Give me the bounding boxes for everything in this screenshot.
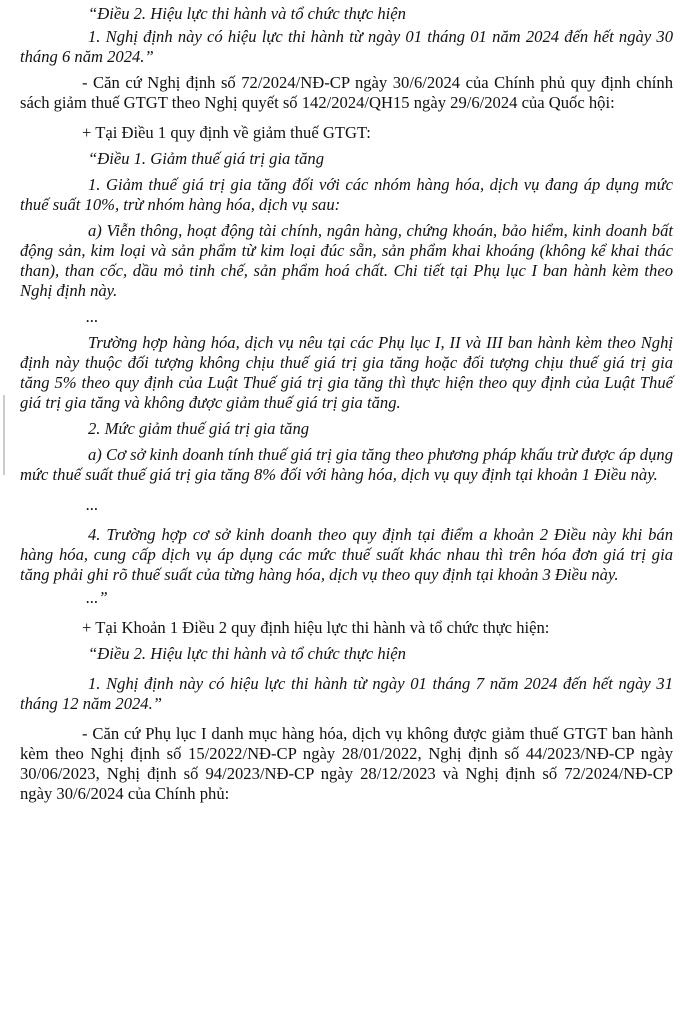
article-2-intro: + Tại Khoản 1 Điều 2 quy định hiệu lực thi hành và tổ chức thực hiện: <box>82 618 550 637</box>
article-1-clause-1a: a) Viễn thông, hoạt động tài chính, ngân hàng, chứng khoán, bảo hiểm, kinh doanh bất động sản, kim loại và sản phẩm từ kim loại đúc sẵn, sản phẩm khai khoáng (không kể khai thác than), than cốc, dầu mỏ tinh chế, sản phẩm hoá chất. Chi tiết tại Phụ lục I ban hành kèm theo Nghị định này. <box>20 221 673 300</box>
article-1-clause-2a: a) Cơ sở kinh doanh tính thuế giá trị gia tăng theo phương pháp khấu trừ được áp dụng mức thuế suất thuế giá trị gia tăng 8% đối với hàng hóa, dịch vụ quy định tại khoản 1 Điều này. <box>20 445 673 484</box>
article-1-intro: + Tại Điều 1 quy định về giảm thuế GTGT: <box>82 123 371 142</box>
article-2-heading: “Điều 2. Hiệu lực thi hành và tổ chức thực hiện <box>88 4 406 23</box>
basis-appendix-1: - Căn cứ Phụ lục I danh mục hàng hóa, dịch vụ không được giảm thuế GTGT ban hành kèm theo Nghị định số 15/2022/NĐ-CP ngày 28/01/2022, Nghị định số 44/2023/NĐ-CP ngày 30/06/2023, Nghị định số 94/2023/NĐ-CP ngày 28/12/2023 và Nghị định số 72/2024/NĐ-CP ngày 30/6/2024 của Chính phủ: <box>20 724 673 803</box>
ellipsis-2: ... <box>86 495 99 514</box>
article-1-clause-1: 1. Giảm thuế giá trị gia tăng đối với các nhóm hàng hóa, dịch vụ đang áp dụng mức thuế suất 10%, trừ nhóm hàng hóa, dịch vụ sau: <box>20 175 673 214</box>
exception-paragraph: Trường hợp hàng hóa, dịch vụ nêu tại các Phụ lục I, II và III ban hành kèm theo Nghị định này thuộc đối tượng không chịu thuế giá trị gia tăng hoặc đối tượng chịu thuế giá trị gia tăng 5% theo quy định của Luật Thuế giá trị gia tăng thì thực hiện theo quy định của Luật Thuế giá trị gia tăng và không được giảm thuế giá trị gia tăng. <box>20 333 673 412</box>
basis-decree-72: - Căn cứ Nghị định số 72/2024/NĐ-CP ngày 30/6/2024 của Chính phủ quy định chính sách giảm thuế GTGT theo Nghị quyết số 142/2024/QH15 ngày 29/6/2024 của Quốc hội: <box>20 73 673 112</box>
article-2-clause-1: 1. Nghị định này có hiệu lực thi hành từ ngày 01 tháng 01 năm 2024 đến hết ngày 30 tháng 6 năm 2024.” <box>20 27 673 66</box>
ellipsis-3: ...” <box>86 588 108 607</box>
article-1-heading: “Điều 1. Giảm thuế giá trị gia tăng <box>88 149 324 168</box>
article-1-clause-2: 2. Mức giảm thuế giá trị gia tăng <box>88 419 310 438</box>
ellipsis-1: ... <box>86 307 99 326</box>
article-1-clause-4: 4. Trường hợp cơ sở kinh doanh theo quy định tại điểm a khoản 2 Điều này khi bán hàng hóa, cung cấp dịch vụ áp dụng các mức thuế suất khác nhau thì trên hóa đơn giá trị gia tăng phải ghi rõ thuế suất của từng hàng hóa, dịch vụ theo quy định tại khoản 3 Điều này. <box>20 525 673 584</box>
scan-artifact <box>3 395 5 475</box>
article-2-heading-2: “Điều 2. Hiệu lực thi hành và tổ chức thực hiện <box>88 644 406 663</box>
article-2-clause-1-new: 1. Nghị định này có hiệu lực thi hành từ ngày 01 tháng 7 năm 2024 đến hết ngày 31 tháng 12 năm 2024.” <box>20 674 673 713</box>
